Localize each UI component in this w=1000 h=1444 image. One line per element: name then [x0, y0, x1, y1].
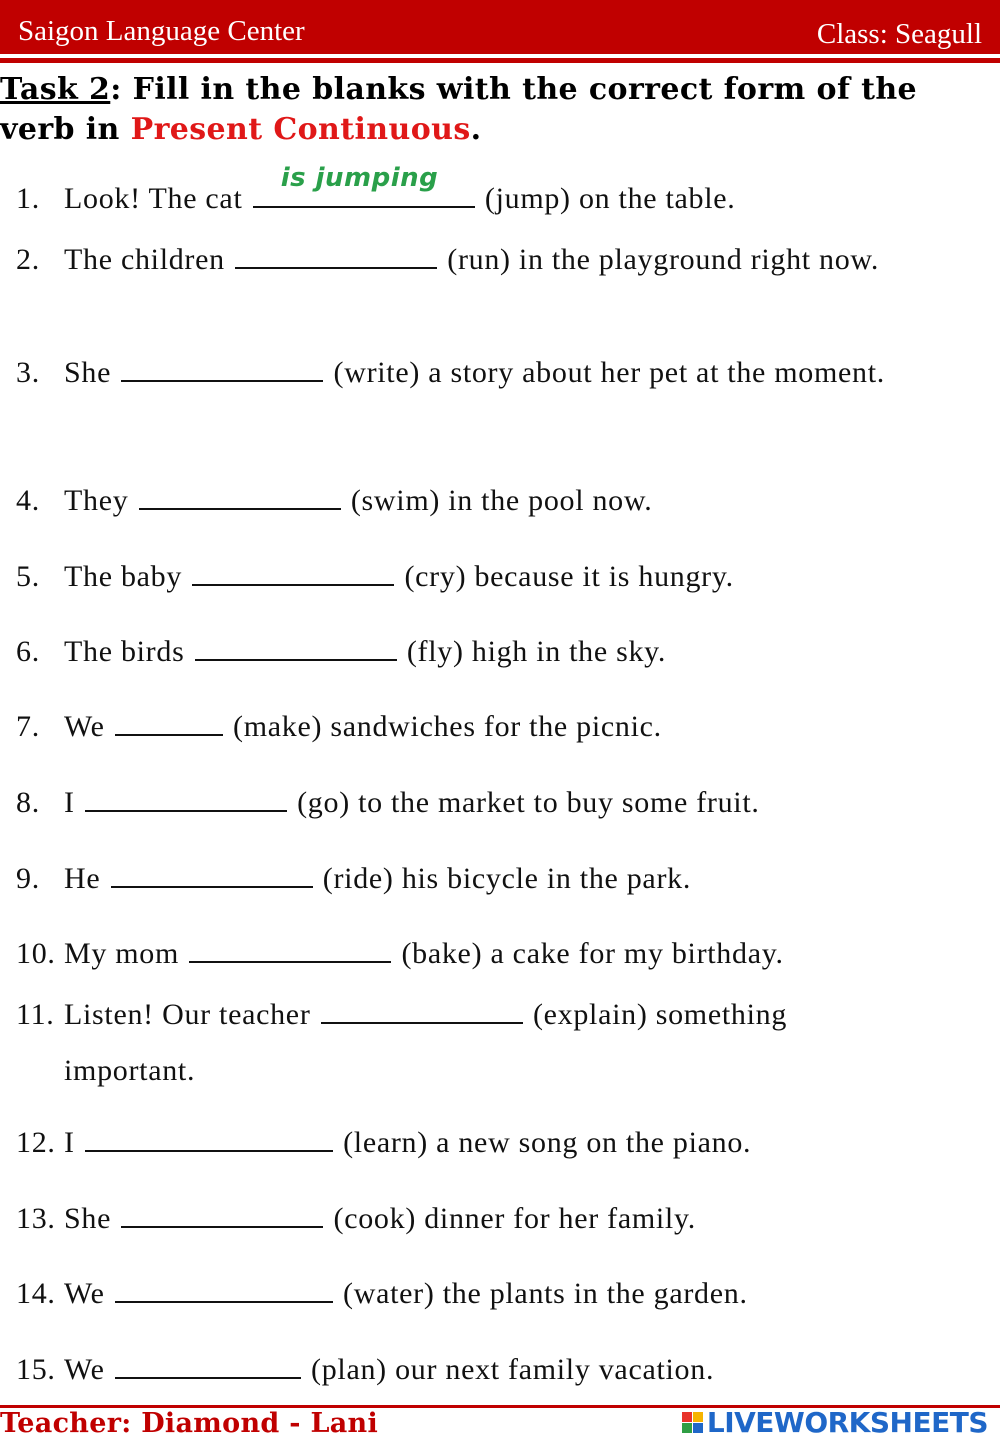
- center-name: Saigon Language Center: [18, 15, 305, 47]
- item-text-after: (make) sandwiches for the picnic.: [233, 710, 662, 743]
- task-label: Task 2: [0, 72, 111, 107]
- task-text: : Fill in the blanks with the correct form of the verb in: [0, 72, 918, 147]
- item-text-after: (cook) dinner for her family.: [333, 1202, 696, 1235]
- class-name: Class: Seagull: [816, 18, 982, 50]
- answer-blank[interactable]: [321, 1000, 523, 1024]
- item-text-before: I: [64, 786, 75, 819]
- item-text-before: We: [64, 710, 105, 743]
- answer-blank[interactable]: [189, 939, 391, 963]
- header-bar: [0, 0, 1000, 54]
- item-text-after: (write) a story about her pet at the moment.: [333, 356, 885, 389]
- item-text-after: (swim) in the pool now.: [350, 484, 653, 517]
- exercise-item-5: [16, 549, 976, 605]
- exercise-item-14: [16, 1266, 976, 1322]
- item-number: 3.: [16, 356, 40, 389]
- answer-blank[interactable]: [121, 358, 323, 382]
- answer-blank[interactable]: [115, 1279, 333, 1303]
- item-number: 8.: [16, 786, 40, 819]
- item-number: 2.: [16, 243, 40, 276]
- exercise-item-2: [16, 232, 976, 288]
- answer-blank[interactable]: [192, 562, 394, 586]
- exercise-item-3: [16, 345, 976, 401]
- answer-blank[interactable]: [195, 637, 397, 661]
- item-text-after: (explain) something important.: [64, 998, 788, 1087]
- item-text-after: (plan) our next family vacation.: [311, 1353, 715, 1386]
- exercise-item-15: [16, 1342, 976, 1398]
- item-text-after: (bake) a cake for my birthday.: [401, 937, 784, 970]
- item-text-after: (run) in the playground right now.: [447, 243, 880, 276]
- item-text-before: She: [64, 356, 112, 389]
- exercise-item-13: [16, 1191, 976, 1247]
- item-text-before: She: [64, 1202, 112, 1235]
- answer-blank[interactable]: [85, 788, 287, 812]
- item-number: 13.: [16, 1202, 56, 1235]
- exercise-item-10: [16, 926, 976, 982]
- item-text-before: I: [64, 1126, 75, 1159]
- exercise-item-11: [16, 987, 976, 1099]
- answer-blank[interactable]: [115, 1355, 301, 1379]
- teacher-name: Teacher: Diamond - Lani: [0, 1408, 379, 1439]
- answer-blank[interactable]: [85, 1128, 333, 1152]
- task-instruction: [0, 70, 1000, 150]
- item-number: 4.: [16, 484, 40, 517]
- answer-blank[interactable]: [121, 1204, 323, 1228]
- item-number: 15.: [16, 1353, 56, 1386]
- answer-blank[interactable]: [235, 245, 437, 269]
- item-text-before: The birds: [64, 635, 185, 668]
- answer-blank[interactable]: [111, 864, 313, 888]
- exercise-item-6: [16, 624, 976, 680]
- item-number: 5.: [16, 560, 40, 593]
- item-text-before: My mom: [64, 937, 180, 970]
- exercise-item-8: [16, 775, 976, 831]
- item-text-after: (cry) because it is hungry.: [404, 560, 734, 593]
- item-text-after: (fly) high in the sky.: [406, 635, 667, 668]
- exercise-item-1: [16, 163, 976, 227]
- answer-blank[interactable]: [139, 486, 341, 510]
- item-number: 11.: [16, 998, 55, 1031]
- answer-blank[interactable]: [115, 712, 223, 736]
- tense-name: Present Continuous: [130, 112, 471, 147]
- item-text-after: (learn) a new song on the piano.: [343, 1126, 752, 1159]
- item-number: 7.: [16, 710, 40, 743]
- liveworksheets-logo-icon: [682, 1412, 703, 1433]
- item-text-before: He: [64, 862, 101, 895]
- filled-answer: is jumping: [280, 163, 439, 193]
- header-divider: [0, 58, 1000, 63]
- item-text-before: The baby: [64, 560, 183, 593]
- task-text-end: .: [470, 112, 482, 147]
- item-text-before: Look! The cat: [64, 182, 243, 215]
- item-number: 1.: [16, 182, 40, 215]
- item-text-before: Listen! Our teacher: [64, 998, 311, 1031]
- item-number: 12.: [16, 1126, 56, 1159]
- item-text-before: We: [64, 1353, 105, 1386]
- exercise-item-12: [16, 1115, 976, 1171]
- item-number: 6.: [16, 635, 40, 668]
- liveworksheets-brand[interactable]: [682, 1404, 988, 1440]
- answer-blank[interactable]: [253, 163, 475, 208]
- item-text-before: The children: [64, 243, 225, 276]
- item-text-after: (go) to the market to buy some fruit.: [297, 786, 760, 819]
- item-text-after: (water) the plants in the garden.: [343, 1277, 748, 1310]
- item-text-before: They: [64, 484, 129, 517]
- item-text-after: (jump) on the table.: [484, 182, 736, 215]
- brand-name: LIVEWORKSHEETS: [706, 1405, 988, 1439]
- exercise-item-4: [16, 473, 976, 529]
- item-number: 9.: [16, 862, 40, 895]
- item-text-after: (ride) his bicycle in the park.: [322, 862, 692, 895]
- item-number: 10.: [16, 937, 56, 970]
- exercise-item-9: [16, 851, 976, 907]
- item-number: 14.: [16, 1277, 56, 1310]
- exercise-item-7: [16, 699, 976, 755]
- item-text-before: We: [64, 1277, 105, 1310]
